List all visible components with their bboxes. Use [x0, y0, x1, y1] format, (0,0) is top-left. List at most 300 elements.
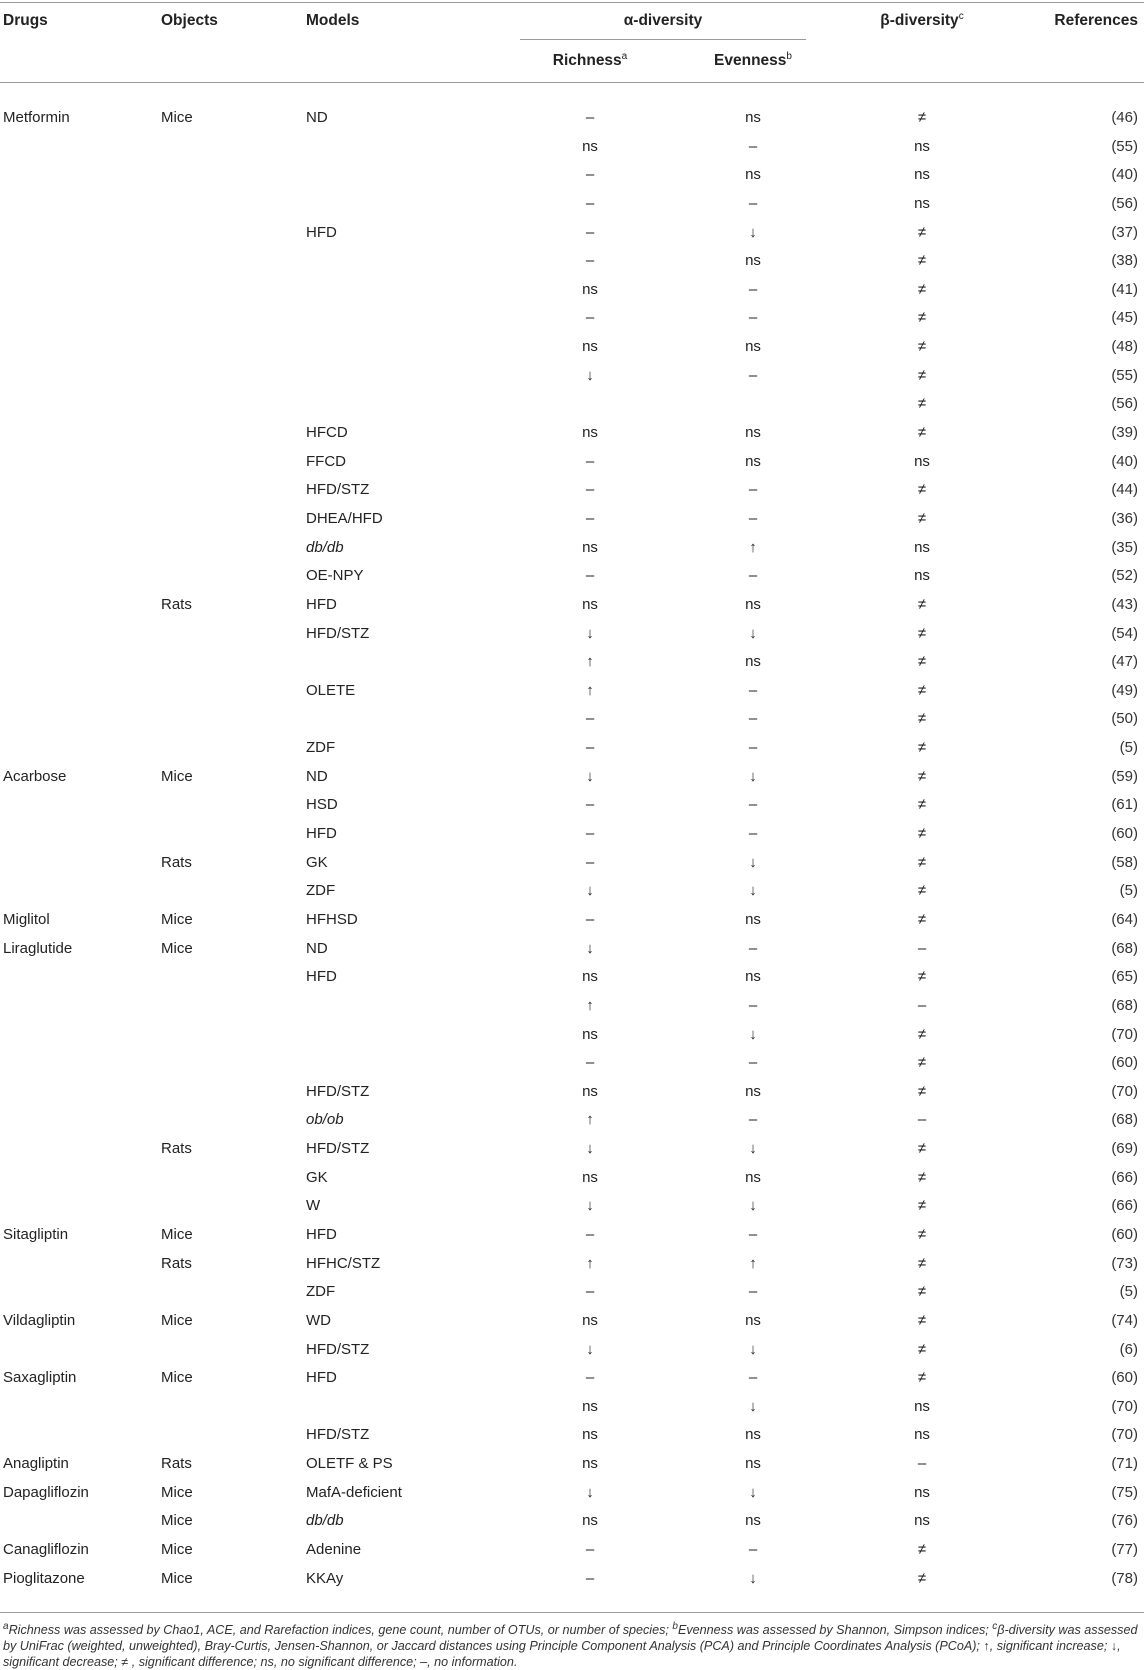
richness-cell-text: –	[585, 452, 595, 470]
reference-cell-text: (35)	[1111, 538, 1138, 556]
richness-cell-text: ns	[582, 1397, 598, 1415]
objects-cell	[161, 1368, 193, 1388]
beta-diversity-cell-text: ≠	[917, 624, 927, 642]
table-row	[0, 910, 1144, 939]
table-row	[0, 423, 1144, 452]
evenness-cell-text: ↓	[749, 1397, 757, 1415]
header-beta-diversity	[880, 12, 963, 30]
table-row	[0, 652, 1144, 681]
richness-cell-text: ns	[582, 968, 598, 986]
reference-cell-text: (74)	[1111, 1311, 1138, 1329]
model-cell-text: HFD/STZ	[306, 1340, 370, 1358]
reference-cell-text: (70)	[1111, 1397, 1138, 1415]
table-row	[0, 738, 1144, 767]
header-models: Models	[306, 12, 360, 29]
evenness-cell-text: ↓	[749, 1140, 757, 1158]
reference-cell	[1111, 939, 1138, 959]
beta-diversity-cell-text: ≠	[917, 1283, 927, 1301]
table-row	[0, 1397, 1144, 1426]
evenness-cell-text: ↓	[749, 1197, 757, 1215]
reference-cell-text: (64)	[1111, 910, 1138, 928]
table-row	[0, 308, 1144, 337]
reference-cell	[1111, 910, 1138, 930]
reference-cell-text: (68)	[1111, 996, 1138, 1014]
beta-diversity-cell-text: ≠	[917, 825, 927, 843]
model-cell	[306, 423, 348, 443]
drug-cell-text: Vildagliptin	[3, 1311, 76, 1329]
table-row	[0, 767, 1144, 796]
footnote-a-mark: a	[3, 1620, 9, 1632]
table-row	[0, 366, 1144, 395]
objects-cell-text: Rats	[161, 1254, 192, 1272]
beta-diversity-cell-text: ≠	[917, 1054, 927, 1072]
drug-cell	[3, 767, 66, 787]
table-row	[0, 1254, 1144, 1283]
header-alpha-diversity: α-diversity	[623, 12, 703, 29]
table-row	[0, 1110, 1144, 1139]
drug-cell	[3, 1569, 85, 1589]
header-drugs: Drugs	[3, 12, 48, 29]
objects-cell-text: Mice	[161, 910, 193, 928]
evenness-cell-text: –	[748, 1369, 758, 1387]
beta-diversity-cell-text: –	[917, 1111, 927, 1129]
drug-cell-text: Metformin	[3, 109, 70, 126]
evenness-cell-text: ns	[745, 910, 761, 928]
reference-cell	[1111, 624, 1138, 644]
objects-cell-text: Mice	[161, 1369, 193, 1387]
richness-cell-text: ns	[582, 424, 598, 442]
beta-diversity-cell-text: ≠	[917, 366, 927, 384]
table-row	[0, 1225, 1144, 1254]
beta-diversity-cell-text: ns	[914, 166, 930, 184]
evenness-cell-text: –	[748, 796, 758, 814]
model-cell-text: HFD	[306, 968, 337, 986]
table-row	[0, 1569, 1144, 1598]
table-body	[0, 108, 1144, 1597]
reference-cell	[1111, 1540, 1138, 1560]
reference-cell-text: (68)	[1111, 939, 1138, 957]
evenness-cell-text: ns	[745, 452, 761, 470]
beta-diversity-cell-text: ≠	[917, 223, 927, 241]
reference-cell-text: (60)	[1111, 1369, 1138, 1387]
table-row	[0, 624, 1144, 653]
beta-diversity-cell-text: ≠	[917, 910, 927, 928]
model-cell	[306, 1139, 369, 1159]
model-cell-text: KKAy	[306, 1569, 344, 1587]
table-row	[0, 108, 1144, 137]
footnote-b-mark: b	[672, 1620, 678, 1632]
richness-cell-text: –	[585, 194, 595, 212]
evenness-cell-text: –	[748, 739, 758, 757]
model-cell	[306, 1540, 361, 1560]
evenness-cell-text: –	[748, 280, 758, 298]
objects-cell	[161, 1139, 192, 1159]
model-cell	[306, 566, 364, 586]
objects-cell	[161, 767, 193, 787]
reference-cell-text: (56)	[1111, 194, 1138, 212]
header-evenness	[714, 52, 792, 70]
model-cell	[306, 881, 335, 901]
evenness-cell-text: –	[748, 481, 758, 499]
evenness-cell-text: –	[748, 996, 758, 1014]
objects-cell-text: Mice	[161, 1569, 193, 1587]
model-cell	[306, 1483, 402, 1503]
evenness-cell-text: –	[748, 825, 758, 843]
reference-cell-text: (59)	[1111, 767, 1138, 785]
model-cell	[306, 1454, 393, 1474]
evenness-cell-text: –	[748, 681, 758, 699]
evenness-cell-text: ns	[745, 1455, 761, 1473]
evenness-cell-text: ↓	[749, 624, 757, 642]
evenness-cell-text: ns	[745, 338, 761, 356]
richness-cell-text: –	[585, 1283, 595, 1301]
evenness-cell-text: ns	[745, 1512, 761, 1530]
evenness-cell-text: –	[748, 309, 758, 327]
model-cell	[306, 1511, 344, 1531]
evenness-cell-text: ↓	[749, 1483, 757, 1501]
beta-diversity-cell-text: ≠	[917, 1541, 927, 1559]
richness-cell-text: –	[585, 710, 595, 728]
model-cell-text: ND	[306, 939, 328, 957]
model-cell-text: ZDF	[306, 739, 336, 757]
beta-diversity-cell-text: ns	[914, 137, 930, 155]
model-cell-text: HFD	[306, 595, 337, 613]
reference-cell-text: (49)	[1111, 681, 1138, 699]
model-cell	[306, 1569, 343, 1589]
objects-cell	[161, 1254, 192, 1274]
reference-cell-text: (40)	[1111, 452, 1138, 470]
richness-cell-text: ns	[582, 1082, 598, 1100]
beta-diversity-cell-text: ≠	[917, 481, 927, 499]
reference-cell	[1111, 767, 1138, 787]
beta-diversity-cell-text: ≠	[917, 1025, 927, 1043]
reference-cell	[1111, 1196, 1138, 1216]
reference-cell-text: (55)	[1111, 366, 1138, 384]
richness-cell-text: ↑	[586, 1254, 594, 1272]
table-row	[0, 1483, 1144, 1512]
reference-cell-text: (60)	[1111, 1054, 1138, 1072]
richness-cell-text: –	[585, 1054, 595, 1072]
header-evenness-sup: b	[786, 50, 792, 62]
reference-cell-text: (5)	[1119, 739, 1138, 757]
table-row	[0, 452, 1144, 481]
beta-diversity-cell-text: ≠	[917, 109, 927, 126]
table-row	[0, 538, 1144, 567]
beta-diversity-cell-text: ≠	[917, 710, 927, 728]
reference-cell	[1111, 566, 1138, 586]
header-beta-label: β-diversity	[880, 12, 959, 29]
reference-cell	[1111, 223, 1138, 243]
model-cell	[306, 1254, 380, 1274]
beta-diversity-cell-text: –	[917, 939, 927, 957]
evenness-cell-text: ns	[745, 968, 761, 986]
model-cell	[306, 1110, 344, 1130]
table-row	[0, 1196, 1144, 1225]
model-cell	[306, 1196, 320, 1216]
beta-diversity-cell-text: ns	[914, 1397, 930, 1415]
header-bottom-rule	[0, 82, 1144, 83]
objects-cell	[161, 595, 192, 615]
model-cell	[306, 1368, 337, 1388]
reference-cell	[1111, 652, 1138, 672]
drug-cell-text: Acarbose	[3, 767, 67, 785]
reference-cell	[1111, 1139, 1138, 1159]
header-references: References	[1054, 12, 1138, 29]
reference-cell	[1111, 480, 1138, 500]
reference-cell-text: (43)	[1111, 595, 1138, 613]
evenness-cell-text: ns	[745, 109, 761, 126]
drug-cell-text: Liraglutide	[3, 939, 73, 957]
model-cell-text: Adenine	[306, 1541, 362, 1559]
beta-diversity-cell-text: ≠	[917, 595, 927, 613]
reference-cell-text: (60)	[1111, 825, 1138, 843]
reference-cell	[1111, 137, 1138, 157]
evenness-cell-text: –	[748, 366, 758, 384]
reference-cell-text: (58)	[1111, 853, 1138, 871]
model-cell	[306, 1340, 369, 1360]
beta-diversity-cell-text: ≠	[917, 1340, 927, 1358]
beta-diversity-cell-text: ≠	[917, 882, 927, 900]
reference-cell	[1111, 1082, 1138, 1102]
reference-cell	[1120, 738, 1138, 758]
header-beta-sup: c	[958, 10, 964, 22]
reference-cell-text: (36)	[1111, 509, 1138, 527]
model-cell-text: W	[306, 1197, 321, 1215]
reference-cell-text: (50)	[1111, 710, 1138, 728]
evenness-cell-text: ns	[745, 252, 761, 270]
evenness-cell-text: ns	[745, 653, 761, 671]
objects-cell	[161, 1225, 193, 1245]
evenness-cell-text: –	[748, 1225, 758, 1243]
objects-cell-text: Rats	[161, 1455, 192, 1473]
table-bottom-rule	[0, 1612, 1144, 1613]
model-cell	[306, 939, 328, 959]
model-cell	[306, 452, 346, 472]
reference-cell	[1120, 1340, 1138, 1360]
beta-diversity-cell-text: ≠	[917, 1254, 927, 1272]
model-cell	[306, 1425, 369, 1445]
richness-cell-text: –	[585, 509, 595, 527]
richness-cell-text: ↓	[586, 624, 594, 642]
reference-cell-text: (5)	[1119, 882, 1138, 900]
model-cell	[306, 108, 328, 128]
model-cell-text: DHEA/HFD	[306, 509, 383, 527]
beta-diversity-cell-text: ns	[914, 452, 930, 470]
reference-cell-text: (61)	[1111, 796, 1138, 814]
richness-cell-text: ns	[582, 280, 598, 298]
table-row	[0, 881, 1144, 910]
table-row	[0, 509, 1144, 538]
richness-cell-text: ns	[582, 1512, 598, 1530]
model-cell-text: HFD/STZ	[306, 1140, 370, 1158]
model-cell	[306, 595, 337, 615]
model-cell-text: ZDF	[306, 1283, 336, 1301]
richness-cell-text: ↓	[586, 1197, 594, 1215]
model-cell	[306, 1282, 335, 1302]
beta-diversity-cell-text: ns	[914, 1426, 930, 1444]
richness-cell-text: –	[585, 567, 595, 585]
model-cell-text: OLETE	[306, 681, 356, 699]
evenness-cell-text: –	[748, 1283, 758, 1301]
beta-diversity-cell-text: ≠	[917, 1168, 927, 1186]
objects-cell	[161, 1483, 193, 1503]
beta-diversity-cell-text: ≠	[917, 653, 927, 671]
reference-cell	[1111, 1168, 1138, 1188]
table-footnote	[3, 1622, 1139, 1670]
beta-diversity-cell-text: ≠	[917, 309, 927, 327]
evenness-cell-text: ns	[745, 424, 761, 442]
reference-cell-text: (66)	[1111, 1168, 1138, 1186]
header-objects: Objects	[161, 12, 218, 29]
table-row	[0, 1025, 1144, 1054]
model-cell	[306, 480, 369, 500]
table-row	[0, 566, 1144, 595]
richness-cell-text: –	[585, 853, 595, 871]
objects-cell-text: Rats	[161, 595, 192, 613]
richness-cell-text: –	[585, 1369, 595, 1387]
model-cell	[306, 1082, 369, 1102]
table-row	[0, 165, 1144, 194]
objects-cell-text: Mice	[161, 1541, 193, 1559]
beta-diversity-cell-text: ≠	[917, 1197, 927, 1215]
model-cell-text: HFD/STZ	[306, 624, 370, 642]
alpha-subheader-rule	[520, 39, 806, 40]
evenness-cell-text: ↓	[749, 767, 757, 785]
reference-cell	[1111, 1110, 1138, 1130]
reference-cell	[1111, 194, 1138, 214]
drug-cell-text: Canagliflozin	[3, 1541, 89, 1559]
reference-cell	[1111, 1425, 1138, 1445]
model-cell-text: HFHSD	[306, 910, 358, 928]
reference-cell	[1111, 1368, 1138, 1388]
objects-cell-text: Mice	[161, 1225, 193, 1243]
richness-cell-text: –	[585, 739, 595, 757]
beta-diversity-cell-text: ≠	[917, 252, 927, 270]
model-cell	[306, 795, 338, 815]
reference-cell	[1111, 251, 1138, 271]
reference-cell-text: (38)	[1111, 252, 1138, 270]
evenness-cell-text: ns	[745, 1311, 761, 1329]
reference-cell	[1111, 452, 1138, 472]
beta-diversity-cell-text: ≠	[917, 1140, 927, 1158]
beta-diversity-cell-text: ns	[914, 567, 930, 585]
reference-cell	[1111, 366, 1138, 386]
reference-cell	[1111, 1454, 1138, 1474]
model-cell-text: ND	[306, 109, 328, 126]
richness-cell-text: –	[585, 1225, 595, 1243]
reference-cell	[1111, 1311, 1138, 1331]
model-cell-text: OLETF & PS	[306, 1455, 393, 1473]
table-row	[0, 1340, 1144, 1369]
model-cell-text: HFD/STZ	[306, 1082, 370, 1100]
objects-cell-text: Mice	[161, 1483, 193, 1501]
table-row	[0, 337, 1144, 366]
richness-cell-text: –	[585, 223, 595, 241]
drug-cell	[3, 939, 72, 959]
beta-diversity-cell-text: ≠	[917, 1225, 927, 1243]
table-row	[0, 709, 1144, 738]
reference-cell-text: (41)	[1111, 280, 1138, 298]
model-cell-text: HFD/STZ	[306, 481, 370, 499]
richness-cell-text: ns	[582, 1025, 598, 1043]
evenness-cell-text: ↑	[749, 1254, 757, 1272]
reference-cell-text: (6)	[1119, 1340, 1138, 1358]
table-row	[0, 1139, 1144, 1168]
model-cell-text: ZDF	[306, 882, 336, 900]
footnote-c-mark: c	[992, 1620, 998, 1632]
model-cell-text: HFD	[306, 223, 337, 241]
reference-cell-text: (75)	[1111, 1483, 1138, 1501]
footnote-b-text: Evenness was assessed by Shannon, Simpson indices;	[677, 1623, 993, 1637]
reference-cell	[1111, 967, 1138, 987]
reference-cell	[1111, 681, 1138, 701]
model-cell	[306, 853, 328, 873]
model-cell-text: HFD/STZ	[306, 1426, 370, 1444]
reference-cell-text: (40)	[1111, 166, 1138, 184]
objects-cell	[161, 1540, 193, 1560]
reference-cell-text: (73)	[1111, 1254, 1138, 1272]
beta-diversity-cell-text: ns	[914, 1512, 930, 1530]
richness-cell-text: –	[585, 109, 595, 126]
beta-diversity-cell-text: –	[917, 996, 927, 1014]
drug-cell-text: Pioglitazone	[3, 1569, 85, 1587]
beta-diversity-cell-text: ≠	[917, 1369, 927, 1387]
drug-cell-text: Saxagliptin	[3, 1369, 77, 1387]
beta-diversity-cell-text: ns	[914, 1483, 930, 1501]
objects-cell	[161, 853, 192, 873]
beta-diversity-cell-text: ≠	[917, 1082, 927, 1100]
drug-cell	[3, 1454, 69, 1474]
objects-cell-text: Mice	[161, 1311, 193, 1329]
table-row	[0, 280, 1144, 309]
evenness-cell-text: ↓	[749, 223, 757, 241]
model-cell-text: WD	[306, 1311, 331, 1329]
evenness-cell-text: ns	[745, 1168, 761, 1186]
model-cell-text: db/db	[306, 1512, 344, 1530]
model-cell	[306, 1225, 337, 1245]
model-cell	[306, 223, 337, 243]
objects-cell	[161, 1454, 192, 1474]
beta-diversity-cell-text: ≠	[917, 739, 927, 757]
evenness-cell-text: –	[748, 1054, 758, 1072]
evenness-cell-text: ↓	[749, 1025, 757, 1043]
evenness-cell-text: ↑	[749, 538, 757, 556]
objects-cell-text: Rats	[161, 1140, 192, 1158]
reference-cell	[1111, 1511, 1138, 1531]
objects-cell	[161, 1569, 193, 1589]
model-cell	[306, 767, 328, 787]
evenness-cell-text: ↓	[749, 882, 757, 900]
reference-cell-text: (70)	[1111, 1025, 1138, 1043]
reference-cell	[1111, 824, 1138, 844]
reference-cell-text: (44)	[1111, 481, 1138, 499]
richness-cell-text: ↓	[586, 882, 594, 900]
reference-cell	[1111, 1254, 1138, 1274]
reference-cell-text: (65)	[1111, 968, 1138, 986]
richness-cell-text: ↓	[586, 1140, 594, 1158]
beta-diversity-cell-text: ≠	[917, 767, 927, 785]
model-cell	[306, 1168, 328, 1188]
richness-cell-text: ns	[582, 1455, 598, 1473]
beta-diversity-cell-text: ≠	[917, 968, 927, 986]
table-row	[0, 1311, 1144, 1340]
reference-cell-text: (70)	[1111, 1082, 1138, 1100]
beta-diversity-cell-text: ≠	[917, 395, 927, 413]
beta-diversity-cell-text: ≠	[917, 796, 927, 814]
richness-cell-text: –	[585, 481, 595, 499]
beta-diversity-cell-text: ≠	[917, 509, 927, 527]
reference-cell	[1111, 423, 1138, 443]
